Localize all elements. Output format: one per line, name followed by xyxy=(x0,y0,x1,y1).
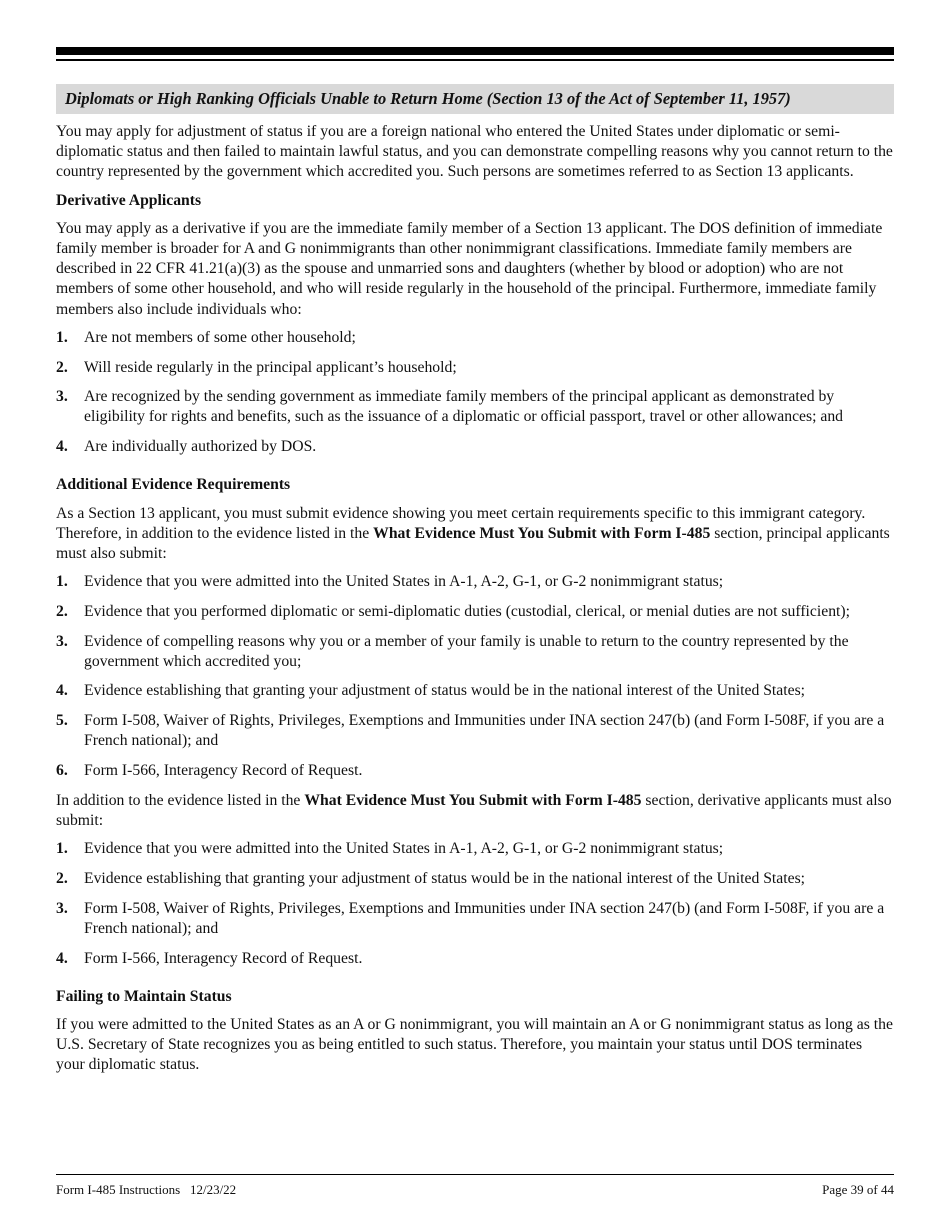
item-number: 6. xyxy=(56,762,68,780)
evidence-body-end: section, principal applicants must also submit: xyxy=(56,524,890,562)
item-text: Will reside regularly in the principal applicant’s household; xyxy=(84,358,457,376)
item-number: 4. xyxy=(56,438,68,456)
item-number: 2. xyxy=(56,358,68,376)
item-text: Evidence that you were admitted into the United States in A-1, A-2, G-1, or G-2 nonimmigrant status; xyxy=(84,573,724,591)
list-item xyxy=(56,328,894,348)
derivative-evidence-end: section, derivative applicants must also submit: xyxy=(56,791,892,829)
list-item xyxy=(56,839,894,859)
derivative-evidence-body xyxy=(56,791,894,831)
list-item xyxy=(56,572,894,592)
header-thick-rule xyxy=(56,47,894,55)
evidence-body xyxy=(56,504,894,565)
section-intro: You may apply for adjustment of status if you are a foreign national who entered the United States under diplomatic or semi-diplomatic status and then failed to maintain lawful status, and you can demonstrate compelling reasons why you cannot return to the country represented by the government which accredited you. Such persons are sometimes referred to as Section 13 applicants. xyxy=(56,123,893,181)
derivative-evidence-list xyxy=(56,839,894,969)
item-text: Evidence of compelling reasons why you or a member of your family is unable to return to the country represented by the government which accredited you; xyxy=(84,632,849,670)
page-footer xyxy=(56,1182,894,1198)
item-text: Evidence establishing that granting your adjustment of status would be in the national interest of the United States; xyxy=(84,682,806,700)
item-number: 4. xyxy=(56,682,68,700)
list-item xyxy=(56,387,894,427)
derivative-heading: Derivative Applicants xyxy=(56,191,202,209)
principal-evidence-list xyxy=(56,572,894,781)
item-text: Form I-508, Waiver of Rights, Privileges, Exemptions and Immunities under INA section 247(b) (and Form I-508F, if you are a French national); and xyxy=(84,712,885,750)
derivative-evidence-start: In addition to the evidence listed in the xyxy=(56,791,305,809)
evidence-body-bold: What Evidence Must You Submit with Form I-485 xyxy=(373,524,711,542)
item-number: 5. xyxy=(56,712,68,730)
item-number: 1. xyxy=(56,328,68,346)
item-text: Form I-566, Interagency Record of Request. xyxy=(84,949,363,967)
item-text: Evidence that you performed diplomatic or semi-diplomatic duties (custodial, clerical, or menial duties are not sufficient); xyxy=(84,602,850,620)
footer-rule xyxy=(56,1174,894,1175)
list-item xyxy=(56,358,894,378)
item-number: 1. xyxy=(56,840,68,858)
item-text: Are recognized by the sending government as immediate family members of the principal applicant as demonstrated by eligibility for rights and benefits, such as the issuance of a diplomatic or official passport, travel or other allowances; and xyxy=(84,388,844,426)
item-text: Are not members of some other household; xyxy=(84,328,356,346)
footer-form-id: Form I-485 Instructions 12/23/22 xyxy=(56,1182,237,1197)
item-text: Evidence that you were admitted into the United States in A-1, A-2, G-1, or G-2 nonimmigrant status; xyxy=(84,840,724,858)
item-number: 3. xyxy=(56,388,68,406)
item-number: 4. xyxy=(56,949,68,967)
failing-heading: Failing to Maintain Status xyxy=(56,987,232,1005)
list-item xyxy=(56,711,894,751)
item-number: 3. xyxy=(56,899,68,917)
derivative-evidence-bold: What Evidence Must You Submit with Form I-485 xyxy=(304,791,642,809)
derivative-criteria-list xyxy=(56,328,894,458)
item-number: 2. xyxy=(56,869,68,887)
list-item xyxy=(56,681,894,701)
item-number: 1. xyxy=(56,573,68,591)
list-item xyxy=(56,632,894,672)
failing-body: If you were admitted to the United States as an A or G nonimmigrant, you will maintain an A or G nonimmigrant status as long as the U.S. Secretary of State recognizes you as being entitled to such status. Therefore, you maintain your status until DOS terminates your diplomatic status. xyxy=(56,1015,893,1074)
item-text: Evidence establishing that granting your adjustment of status would be in the national interest of the United States; xyxy=(84,869,806,887)
item-number: 3. xyxy=(56,632,68,650)
list-item xyxy=(56,869,894,889)
evidence-heading: Additional Evidence Requirements xyxy=(56,476,291,494)
list-item xyxy=(56,602,894,622)
list-item xyxy=(56,761,894,781)
item-text: Form I-566, Interagency Record of Request. xyxy=(84,762,363,780)
item-text: Are individually authorized by DOS. xyxy=(84,438,317,456)
page-content xyxy=(56,84,894,1084)
derivative-body: You may apply as a derivative if you are the immediate family member of a Section 13 applicant. The DOS definition of immediate family member is broader for A and G nonimmigrants than other nonimmigrant classifications. Immediate family members are described in 22 CFR 41.21(a)(3) as the spouse and unmarried sons and daughters (whether by blood or adoption) who are not members of some other household, and who will reside regularly in the household of the principal. Furthermore, immediate family members also include individuals who: xyxy=(56,219,883,318)
list-item xyxy=(56,899,894,939)
list-item xyxy=(56,437,894,457)
evidence-body-start: As a Section 13 applicant, you must submit evidence showing you meet certain requirements specific to this immigrant category. Therefore, in addition to the evidence listed in the xyxy=(56,504,866,542)
footer-page-number: Page 39 of 44 xyxy=(822,1182,894,1197)
list-item xyxy=(56,949,894,969)
item-number: 2. xyxy=(56,602,68,620)
header-thin-rule xyxy=(56,59,894,61)
section-title: Diplomats or High Ranking Officials Unable to Return Home (Section 13 of the Act of September 11, 1957) xyxy=(56,84,894,114)
item-text: Form I-508, Waiver of Rights, Privileges, Exemptions and Immunities under INA section 247(b) (and Form I-508F, if you are a French national); and xyxy=(84,899,885,937)
